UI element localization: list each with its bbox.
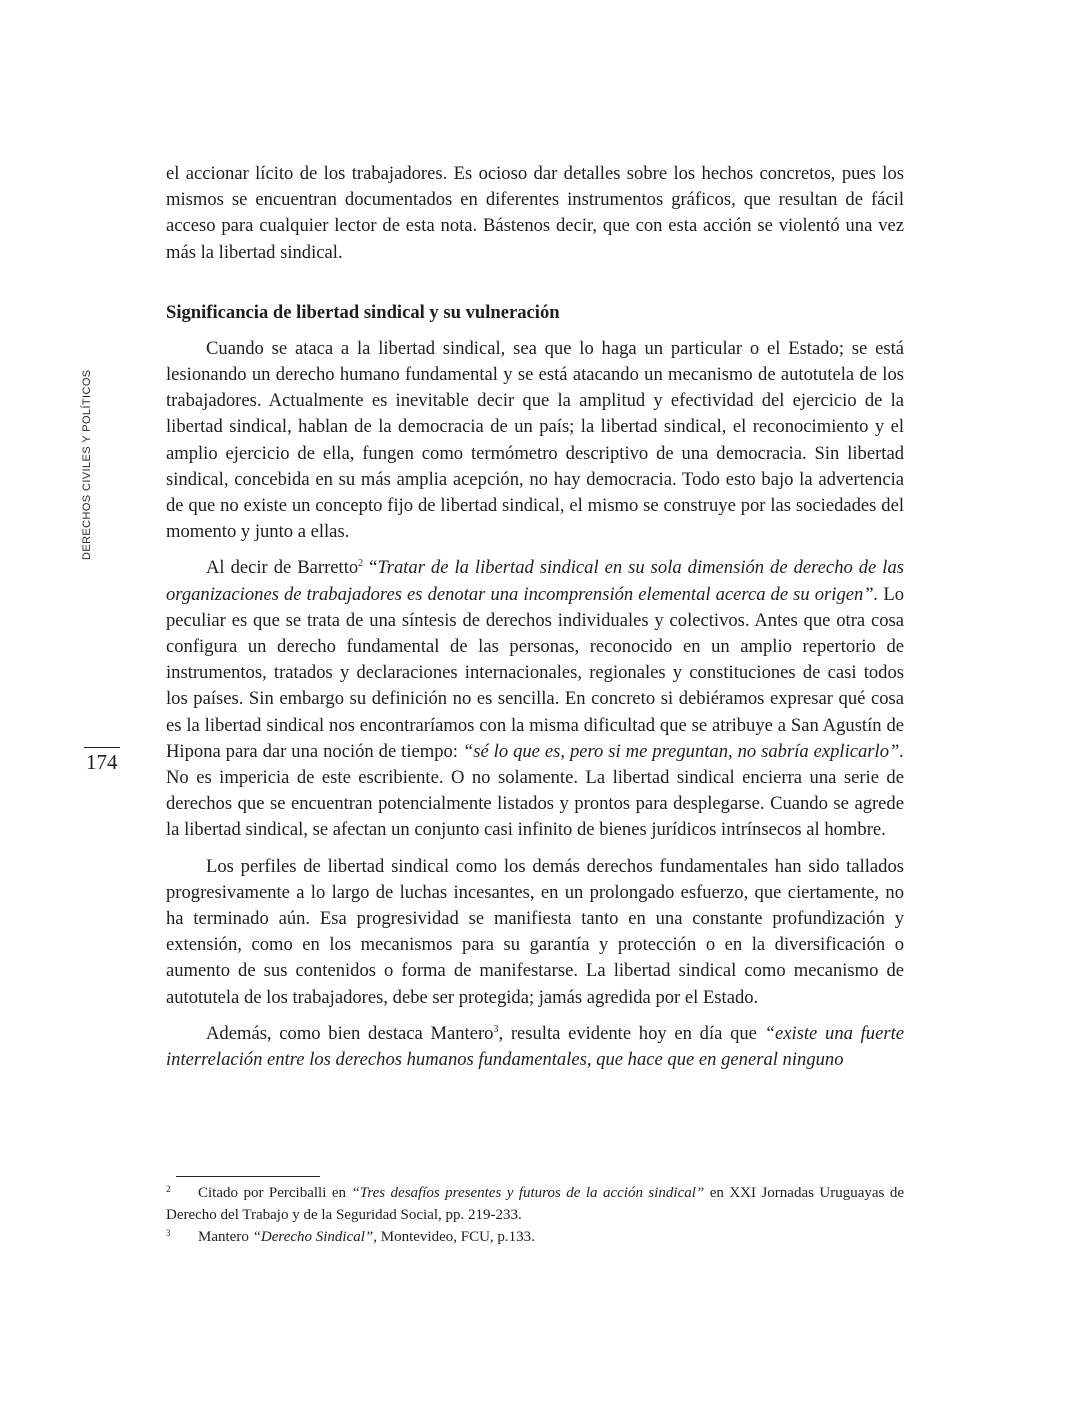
footnote-title: “Tres desafíos presentes y futuros de la acción sindical” bbox=[351, 1185, 705, 1201]
folio-rule bbox=[84, 747, 120, 748]
footnote-text-b: en XXI Jornadas Uruguayas de Derecho del Trabajo y de la Seguridad Social, pp. 219-233. bbox=[166, 1185, 905, 1223]
footnote-3: 3 Mantero “Derecho Sindical”, Montevideo, FCU, p.133. bbox=[166, 1228, 535, 1245]
page-number: 174 bbox=[86, 750, 118, 774]
p4-text-a: Además, como bien destaca Mantero bbox=[206, 1022, 494, 1044]
running-head: DERECHOS CIVILES Y POLÍTICOS bbox=[81, 369, 93, 560]
p4-quote: “existe una fuerte interrelación entre los derechos humanos fundamentales, que hace que en general ninguno bbox=[166, 1022, 904, 1071]
p2-text-b: “ bbox=[363, 557, 378, 579]
paragraph-2 bbox=[166, 555, 904, 843]
section-heading: Significancia de libertad sindical y su vulneración bbox=[166, 301, 560, 323]
p2-quote-1: Tratar de la libertad sindical en su sola dimensión de derecho de las organizaciones de trabajadores es denotar una incomprensión elemental acerca de su origen”. bbox=[166, 557, 904, 605]
body-text bbox=[166, 161, 904, 1073]
footnote-rule bbox=[176, 1176, 320, 1177]
footnote-ref-3: 3 bbox=[493, 1023, 499, 1035]
p2-quote-2: “sé lo que es, pero si me preguntan, no sabría explicarlo”. bbox=[462, 740, 904, 762]
p4-text-b: , resulta evidente hoy en día que bbox=[498, 1022, 765, 1044]
footnotes bbox=[166, 1182, 904, 1248]
footnote-text-a: Citado por Perciballi en bbox=[198, 1185, 352, 1201]
paragraph-4 bbox=[166, 1021, 904, 1073]
p2-text-a: Al decir de Barretto bbox=[206, 557, 359, 579]
footnote-ref-2: 2 bbox=[358, 558, 364, 570]
paragraph-3: Los perfiles de libertad sindical como los demás derechos fundamentales han sido tallados progresivamente a lo largo de luchas incesantes, en un prolongado esfuerzo, que ciertamente, no ha terminado aún. Esa progresividad se manifiesta tanto en una constante profundización y extensión, como en los mecanismos para su garantía y protección o en la diversificación o aumento de sus contenidos o forma de manifestarse. La libertad sindical como mecanismo de autotutela de los trabajadores, debe ser protegida; jamás agredida por el Estado. bbox=[166, 855, 904, 1008]
paragraph-1: Cuando se ataca a la libertad sindical, sea que lo haga un particular o el Estado; se está lesionando un derecho humano fundamental y se está atacando un mecanismo de autotutela de los trabajadores. Actualmente es inevitable decir que la amplitud y efectividad del ejercicio de la libertad sindical, hablan de la democracia de un país; la libertad sindical, el reconocimiento y el amplio ejercicio de ella, fungen como termómetro descriptivo de una democracia. Sin libertad sindical, concebida en su más amplia acepción, no hay democracia. Todo esto bajo la advertencia de que no existe un concepto fijo de libertad sindical, el mismo se construye por las sociedades del momento y junto a ellas. bbox=[166, 337, 904, 543]
paragraph-continued: el accionar lícito de los trabajadores. Es ocioso dar detalles sobre los hechos concretos, pues los mismos se encuentran documentados en diferentes instrumentos gráficos, que resultan de fácil acceso para cualquier lector de esta nota. Bástenos decir, que con esta acción se violentó una vez más la libertad sindical. bbox=[166, 163, 904, 263]
p2-text-d: No es impericia de este escribiente. O no solamente. La libertad sindical encierra una serie de derechos que se encuentran potencialmente listados y prontos para desplegarse. Cuando se agrede la libertad sindical, se afectan un conjunto casi infinito de bienes jurídicos intrínsecos al hombre. bbox=[166, 767, 904, 841]
footnote-text-a: Mantero bbox=[198, 1229, 253, 1245]
footnote-2: 2 Citado por Perciballi en “Tres desafíos presentes y futuros de la acción sindical” en XXI Jornadas Uruguayas de Derecho del Trabajo y de la Seguridad Social, pp. 219-233. bbox=[166, 1184, 905, 1223]
footnote-text-b: , Montevideo, FCU, p.133. bbox=[373, 1229, 535, 1245]
p2-text-c: Lo peculiar es que se trata de una síntesis de derechos individuales y colectivos. Antes que otra cosa configura un derecho fundamental de las personas, reconocido en un amplio repertorio de instrumentos, tratados y declaraciones internacionales, regionales y constituciones de casi todos los países. Sin embargo su definición no es sencilla. En concreto si debiéramos expresar qué cosa es la libertad sindical nos encontraríamos con la misma dificultad que se atribuye a San Agustín de Hipona para dar una noción de tiempo: bbox=[166, 583, 905, 762]
footnote-title: “Derecho Sindical” bbox=[252, 1229, 374, 1245]
